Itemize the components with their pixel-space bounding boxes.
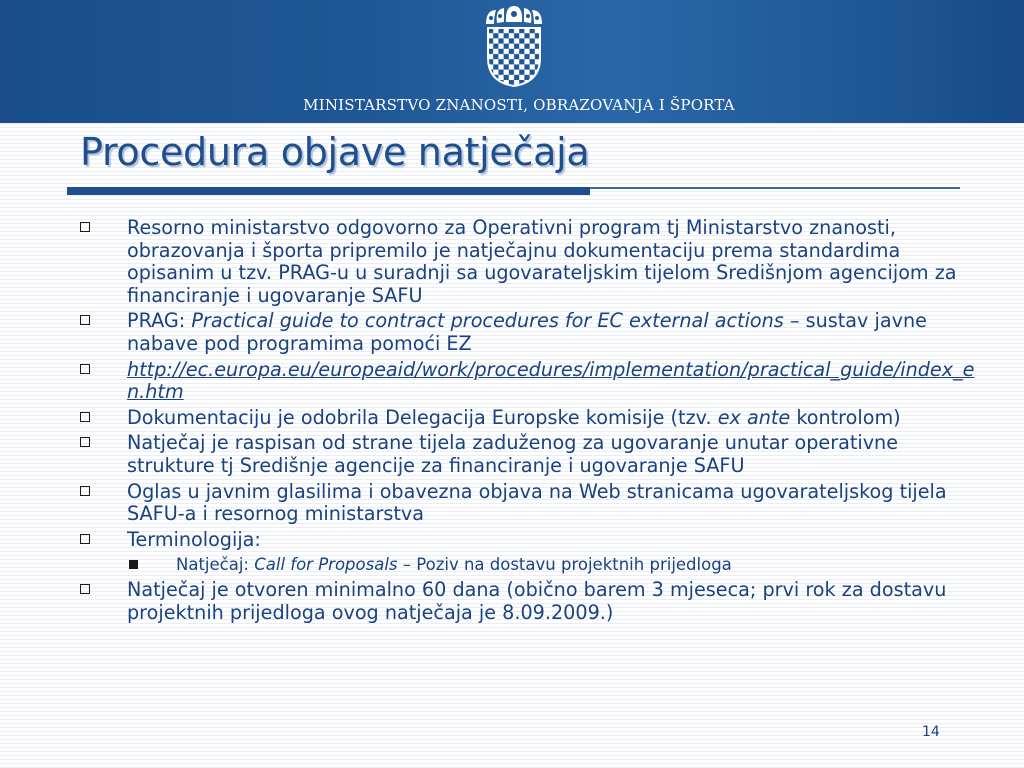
bullet-text-suffix: kontrolom): [790, 405, 901, 429]
bullet-text-prefix: PRAG:: [127, 309, 192, 333]
square-bullet-icon: [80, 534, 90, 544]
list-item: [0, 579, 1024, 624]
square-bullet-icon: [80, 364, 90, 374]
square-bullet-icon: [80, 222, 90, 232]
bullet-text-italic: ex ante: [717, 405, 791, 429]
square-bullet-icon: [80, 412, 90, 422]
list-item: [0, 359, 1024, 404]
prag-link[interactable]: http://ec.europa.eu/europeaid/work/procedures/implementation/practical_guide/index_en.htm: [127, 357, 975, 404]
sub-list-item: [0, 554, 1024, 576]
bullet-text: Resorno ministarstvo odgovorno za Operativni program tj Ministarstvo znanosti, obrazovanja i športa pripremilo je natječajnu dokumentaciju prema standardima opisanim u tzv. PRAG-u u suradnji sa ugovarateljskim tijelom Središnjom agencijom za financiranje i ugovaranje SAFU: [127, 216, 957, 307]
slide-title: Procedura objave natječaja: [80, 130, 590, 174]
square-bullet-icon: [80, 437, 90, 447]
square-bullet-icon: [80, 486, 90, 496]
list-item: [0, 407, 1024, 430]
page-number: 14: [922, 724, 940, 740]
sub-text-suffix: – Poziv na dostavu projektnih prijedloga: [397, 555, 732, 575]
bullet-text-suffix: – sustav javne nabave pod programima pomoći EZ: [127, 309, 927, 355]
bullet-list: [0, 217, 1024, 628]
square-bullet-icon: [80, 584, 90, 594]
square-bullet-icon: [80, 315, 90, 325]
list-item: [0, 310, 1024, 355]
sub-text-prefix: Natječaj:: [176, 555, 255, 575]
sub-text-italic: Call for Proposals: [254, 555, 398, 575]
filled-square-bullet-icon: [129, 560, 138, 569]
ministry-name: MINISTARSTVO ZNANOSTI, OBRAZOVANJA I ŠPORTA: [303, 96, 735, 114]
bullet-text: Oglas u javnim glasilima i obavezna objava na Web stranicama ugovarateljskog tijela SAFU-a i resornog ministarstva: [127, 479, 947, 526]
bullet-text: Natječaj je raspisan od strane tijela zaduženog za ugovaranje unutar operativne strukture tj Središnje agencije za financiranje i ugovaranje SAFU: [127, 431, 899, 477]
list-item: [0, 432, 1024, 477]
bullet-text-italic: Practical guide to contract procedures for EC external actions: [191, 309, 784, 333]
title-underline: [67, 187, 590, 195]
list-item: [0, 481, 1024, 526]
list-item: [0, 529, 1024, 552]
title-underline-thin: [590, 187, 960, 189]
bullet-text-prefix: Dokumentaciju je odobrila Delegacija Europske komisije (tzv.: [127, 405, 718, 429]
croatian-coat-of-arms-icon: [482, 6, 546, 88]
bullet-text: Natječaj je otvoren minimalno 60 dana (obično barem 3 mjeseca; prvi rok za dostavu projektnih prijedloga ovog natječaja je 8.09.2009.): [127, 578, 947, 624]
list-item: [0, 217, 1024, 307]
bullet-text: Terminologija:: [127, 527, 261, 551]
header-banner: [0, 0, 1024, 123]
